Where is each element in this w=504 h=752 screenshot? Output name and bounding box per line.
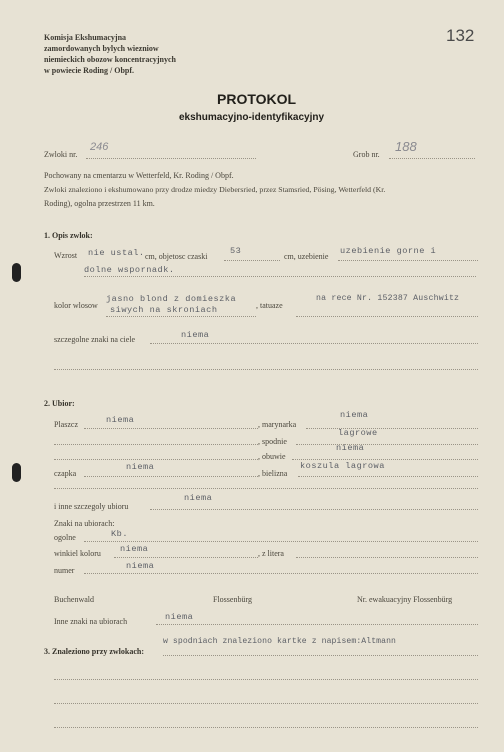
general-marks-label: ogolne [54,533,76,542]
trousers-value: lagrowe [338,428,378,438]
section-1-heading: 1. Opis zwlok: [44,231,93,240]
hair-color-value-2: siwych na skroniach [110,305,218,315]
document-subtitle: ekshumacyjno-identyfikacyjny [179,112,325,123]
angle-color-label: winkiel koloru [54,549,101,558]
remains-number: 246 [90,141,109,153]
cap-label: czapka [54,469,77,478]
binder-hole-bottom [12,463,21,482]
general-marks-value: Kb. [111,529,128,539]
skull-value: 53 [230,246,242,256]
special-marks-label: szczegolne znaki na ciele [54,335,136,344]
commission-line-1: Komisja Ekshumacyjna [44,33,127,42]
shoes-label: , obuwie [258,452,286,461]
grave-number: 188 [395,139,417,154]
page-number: 132 [446,26,475,45]
other-details-value: niema [184,493,213,503]
coat-value: niema [106,415,135,425]
commission-line-4: w powiecie Roding / Obpf. [44,66,135,75]
hair-color-label: kolor wlosow [54,301,98,310]
angle-color-value: niema [120,544,149,554]
shoes-value: niema [336,443,365,453]
found-place-line-1: Zwloki znaleziono i ekshumowano przy drodze miedzy Diebersried, przez Stamsried, Pösing, Wetterfeld (Kr. [44,185,386,194]
burial-place: Pochowany na cmentarzu w Wetterfeld, Kr. Roding / Obpf. [44,171,234,180]
commission-line-3: niemieckich obozow koncentracyjnych [44,55,176,64]
binder-hole-top [12,263,21,282]
grave-label: Grob nr. [353,150,380,159]
number-value: niema [126,561,155,571]
skull-unit: cm, uzebienie [284,252,329,261]
height-label: Wzrost [54,251,78,260]
height-unit: cm, objetosc czaski [145,252,208,261]
letter-label: , z litera [258,549,284,558]
height-value: nie ustal. [88,248,145,258]
camp-buchenwald: Buchenwald [54,595,94,604]
other-marks-label: Inne znaki na ubiorach [54,617,128,626]
other-marks-value: niema [165,612,194,622]
tattoo-label: , tatuaze [256,301,283,310]
remains-label: Zwloki nr. [44,150,78,159]
tattoo-value: na rece Nr. 152387 Auschwitz [316,294,460,303]
jacket-label: , marynarka [258,420,297,429]
trousers-label: , spodnie [258,437,287,446]
camp-flossenburg: Flossenbürg [213,595,252,604]
special-marks-value: niema [181,330,210,340]
commission-line-2: zamordowanych bylych wiezniow [44,44,159,53]
cap-value: niema [126,462,155,472]
evacuation-number-label: Nr. ewakuacyjny Flossenbürg [357,595,453,604]
section-2-heading: 2. Ubior: [44,399,75,408]
hair-color-value-1: jasno blond z domieszka [106,294,237,304]
underwear-value: koszula lagrowa [300,461,385,471]
document-title: PROTOKOL [217,91,297,107]
found-place-line-2: Roding), ogolna przestrzen 11 km. [44,199,155,208]
section-3-heading: 3. Znaleziono przy zwlokach: [44,647,144,656]
coat-label: Plaszcz [54,420,78,429]
found-items-value: w spodniach znaleziono kartke z napisem:Altmann [163,637,396,646]
number-label: numer [54,566,75,575]
teeth-value-line-1: uzebienie gorne i [340,246,437,256]
jacket-value: niema [340,410,369,420]
marks-on-clothes-label: Znaki na ubiorach: [54,519,115,528]
underwear-label: , bielizna [258,469,288,478]
other-details-label: i inne szczegoly ubioru [54,502,129,511]
teeth-value-line-2: dolne wspornadk. [84,265,175,275]
